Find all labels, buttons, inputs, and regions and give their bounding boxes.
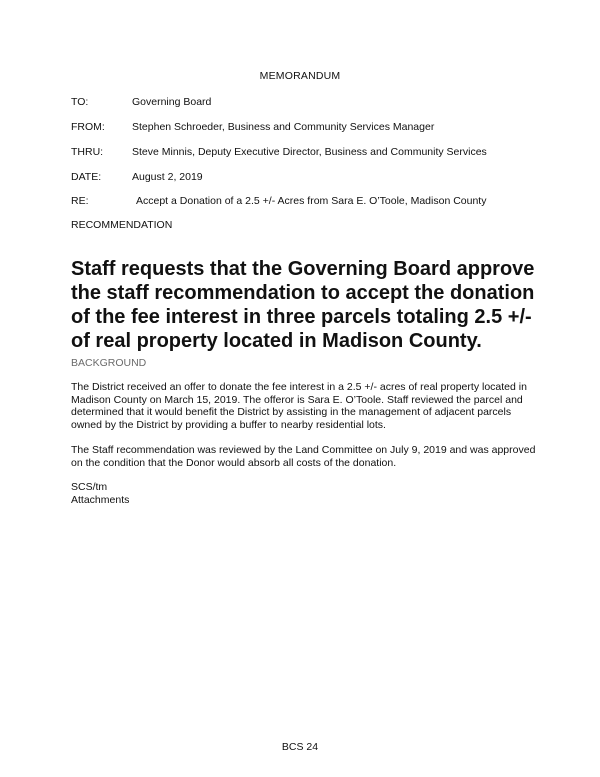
to-value: Governing Board (132, 96, 212, 108)
date-value: August 2, 2019 (132, 171, 203, 183)
recommendation-text: Staff requests that the Governing Board approve the staff recommendation to accept the donation of the fee interest in three parcels totaling 2.5 +/- of real property located in Madison County. (71, 258, 535, 352)
thru-row (71, 145, 571, 159)
date-row (71, 170, 571, 184)
to-label: TO: (71, 96, 89, 108)
date-label: DATE: (71, 171, 102, 183)
memo-title: MEMORANDUM (259, 70, 341, 82)
re-value: Accept a Donation of a 2.5 +/- Acres from Sara E. O’Toole, Madison County (136, 195, 487, 207)
attachments-label: Attachments (71, 494, 130, 506)
from-value: Stephen Schroeder, Business and Community Services Manager (132, 121, 435, 133)
thru-label: THRU: (71, 146, 104, 158)
thru-value: Steve Minnis, Deputy Executive Director, Business and Community Services (132, 146, 487, 158)
re-row (71, 194, 571, 208)
from-label: FROM: (71, 121, 105, 133)
re-label: RE: (71, 195, 89, 207)
from-row (71, 120, 571, 134)
background-paragraph-2: The Staff recommendation was reviewed by the Land Committee on July 9, 2019 and was approved on the condition that the Donor would absorb all costs of the donation. (71, 444, 536, 469)
page-number: BCS 24 (281, 741, 319, 753)
initials: SCS/tm (71, 481, 108, 493)
background-paragraph-1: The District received an offer to donate the fee interest in a 2.5 +/- acres of real property located in Madison County on March 15, 2019. The offeror is Sara E. O’Toole. Staff reviewed the parcel and determined that it would benefit the District by assisting in the management of adjacent parcels owned by the District by providing a buffer to nearby residential lots. (71, 381, 527, 431)
recommendation-label: RECOMMENDATION (71, 219, 173, 231)
to-row (71, 95, 571, 109)
background-label: BACKGROUND (71, 357, 147, 369)
